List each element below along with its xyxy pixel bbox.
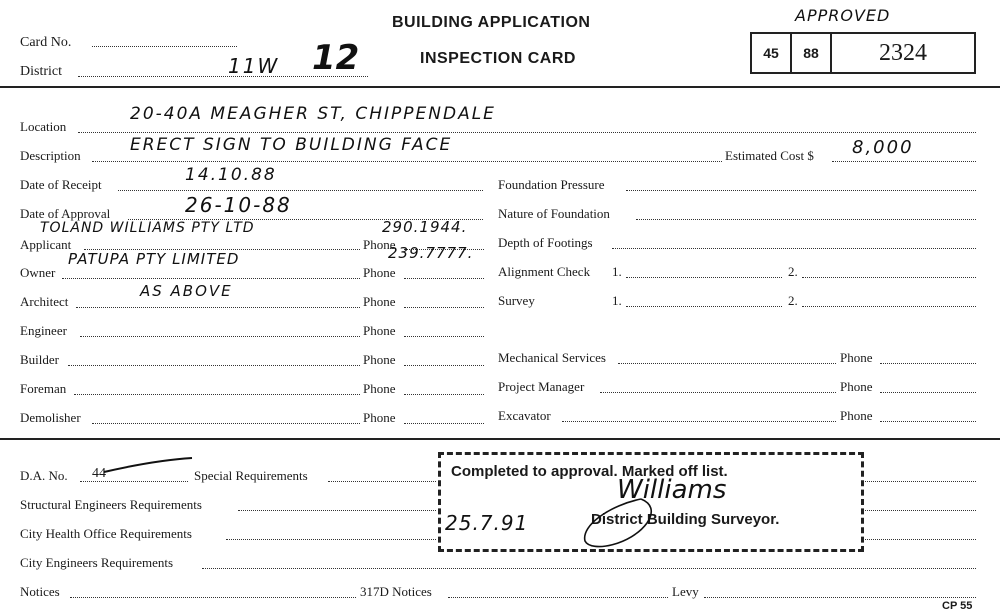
depth-of-footings-label: Depth of Footings bbox=[498, 235, 593, 250]
notices-317d-line bbox=[448, 597, 668, 598]
owner-value: PATUPA PTY LIMITED bbox=[68, 250, 240, 268]
description-label: Description bbox=[20, 148, 81, 163]
footer-code: CP 55 bbox=[942, 600, 973, 612]
excavator-label: Excavator bbox=[498, 408, 551, 423]
da-no-label: D.A. No. bbox=[20, 468, 68, 483]
health-line bbox=[226, 539, 436, 540]
foundation-pressure-line bbox=[626, 190, 976, 191]
architect-phone-line bbox=[404, 307, 484, 308]
da-no-strike-mark bbox=[100, 454, 196, 478]
foreman-label: Foreman bbox=[20, 381, 67, 396]
survey-1: 1. bbox=[612, 293, 622, 308]
title-line2: INSPECTION CARD bbox=[420, 50, 576, 67]
engineer-label: Engineer bbox=[20, 323, 67, 338]
location-value: 20-40A MEAGHER ST, CHIPPENDALE bbox=[130, 104, 496, 124]
health-label: City Health Office Requirements bbox=[20, 526, 192, 541]
engineer-line bbox=[80, 336, 360, 337]
builder-line bbox=[68, 365, 360, 366]
stamp-date: 25.7.91 bbox=[445, 511, 529, 535]
foundation-pressure-label: Foundation Pressure bbox=[498, 177, 605, 192]
nature-of-foundation-label: Nature of Foundation bbox=[498, 206, 610, 221]
completion-stamp bbox=[438, 452, 864, 552]
levy-label: Levy bbox=[672, 584, 699, 599]
title-line1: BUILDING APPLICATION bbox=[392, 14, 591, 31]
survey-2: 2. bbox=[788, 293, 798, 308]
approved-handwritten: APPROVED bbox=[795, 6, 891, 25]
description-value: ERECT SIGN TO BUILDING FACE bbox=[130, 135, 453, 155]
alignment-check-label: Alignment Check bbox=[498, 264, 591, 279]
district-number: 12 bbox=[312, 38, 360, 78]
stamp-line2: District Building Surveyor. bbox=[591, 511, 780, 528]
demolisher-line bbox=[92, 423, 360, 424]
stamp-line1: Completed to approval. Marked off list. bbox=[451, 463, 728, 480]
structural-line bbox=[238, 510, 436, 511]
district-label: District bbox=[20, 64, 62, 79]
owner-line bbox=[62, 278, 360, 279]
owner-phone-label: Phone bbox=[363, 265, 396, 280]
structural-line-end bbox=[862, 510, 976, 511]
levy-line bbox=[704, 597, 976, 598]
excavator-line bbox=[562, 421, 836, 422]
header-rule bbox=[0, 86, 1000, 88]
excavator-phone-label: Phone bbox=[840, 408, 873, 423]
date-of-receipt-label: Date of Receipt bbox=[20, 177, 102, 192]
notices-line bbox=[70, 597, 356, 598]
builder-phone-label: Phone bbox=[363, 352, 396, 367]
stamp-signature: Williams bbox=[617, 475, 727, 505]
special-requirements-line bbox=[328, 481, 436, 482]
project-manager-line bbox=[600, 392, 836, 393]
builder-label: Builder bbox=[20, 352, 59, 367]
depth-of-footings-line bbox=[612, 248, 976, 249]
owner-label: Owner bbox=[20, 265, 56, 280]
owner-phone-line bbox=[404, 278, 484, 279]
foreman-phone-label: Phone bbox=[363, 381, 396, 396]
city-eng-label: City Engineers Requirements bbox=[20, 555, 174, 570]
applicant-value: TOLAND WILLIAMS PTY LTD bbox=[40, 220, 255, 236]
mechanical-phone-line bbox=[880, 363, 976, 364]
architect-line bbox=[76, 307, 360, 308]
estimated-cost-value: 8,000 bbox=[852, 137, 914, 158]
applicant-phone-label: Phone bbox=[363, 237, 396, 252]
signature-loop-mark bbox=[571, 495, 661, 551]
architect-phone-label: Phone bbox=[363, 294, 396, 309]
da-no-value: 44 bbox=[92, 466, 106, 481]
card-no-label: Card No. bbox=[20, 35, 72, 50]
survey-1-line bbox=[626, 306, 782, 307]
demolisher-phone-line bbox=[404, 423, 484, 424]
location-line bbox=[78, 132, 976, 133]
alignment-check-1-line bbox=[626, 277, 782, 278]
applicant-label: Applicant bbox=[20, 237, 72, 252]
estimated-cost-line bbox=[832, 161, 976, 162]
notices-label: Notices bbox=[20, 584, 60, 599]
architect-label: Architect bbox=[20, 294, 69, 309]
mechanical-services-line bbox=[618, 363, 836, 364]
location-label: Location bbox=[20, 119, 67, 134]
description-line bbox=[92, 161, 722, 162]
owner-phone: 239.7777. bbox=[388, 244, 474, 262]
ref-box-a: 45 bbox=[752, 34, 792, 72]
notices-317d-label: 317D Notices bbox=[360, 584, 432, 599]
special-requirements-line-end bbox=[862, 481, 976, 482]
project-manager-label: Project Manager bbox=[498, 379, 585, 394]
mechanical-phone-label: Phone bbox=[840, 350, 873, 365]
alignment-check-2-line bbox=[802, 277, 976, 278]
survey-label: Survey bbox=[498, 293, 535, 308]
ref-box-number: 2324 bbox=[879, 39, 927, 66]
engineer-phone-label: Phone bbox=[363, 323, 396, 338]
nature-of-foundation-line bbox=[636, 219, 976, 220]
foreman-phone-line bbox=[404, 394, 484, 395]
architect-value: AS ABOVE bbox=[140, 282, 233, 300]
special-requirements-label: Special Requirements bbox=[194, 468, 308, 483]
engineer-phone-line bbox=[404, 336, 484, 337]
estimated-cost-label: Estimated Cost $ bbox=[725, 148, 814, 163]
city-eng-line bbox=[202, 568, 976, 569]
project-manager-phone-line bbox=[880, 392, 976, 393]
mechanical-services-label: Mechanical Services bbox=[498, 350, 606, 365]
date-of-receipt-line bbox=[118, 190, 483, 191]
health-line-end bbox=[862, 539, 976, 540]
excavator-phone-line bbox=[880, 421, 976, 422]
da-no-line bbox=[80, 481, 188, 482]
demolisher-label: Demolisher bbox=[20, 410, 81, 425]
builder-phone-line bbox=[404, 365, 484, 366]
alignment-check-2: 2. bbox=[788, 264, 798, 279]
applicant-phone: 290.1944. bbox=[382, 218, 468, 236]
ref-box-b: 88 bbox=[792, 34, 832, 72]
district-value: 11W bbox=[228, 54, 280, 78]
date-of-approval-value: 26-10-88 bbox=[185, 193, 292, 217]
structural-label: Structural Engineers Requirements bbox=[20, 497, 202, 512]
date-of-approval-label: Date of Approval bbox=[20, 206, 111, 221]
card-no-line bbox=[92, 46, 237, 47]
project-manager-phone-label: Phone bbox=[840, 379, 873, 394]
survey-2-line bbox=[802, 306, 976, 307]
reference-box bbox=[750, 32, 976, 74]
middle-rule bbox=[0, 438, 1000, 440]
alignment-check-1: 1. bbox=[612, 264, 622, 279]
foreman-line bbox=[74, 394, 360, 395]
demolisher-phone-label: Phone bbox=[363, 410, 396, 425]
date-of-receipt-value: 14.10.88 bbox=[185, 165, 277, 185]
